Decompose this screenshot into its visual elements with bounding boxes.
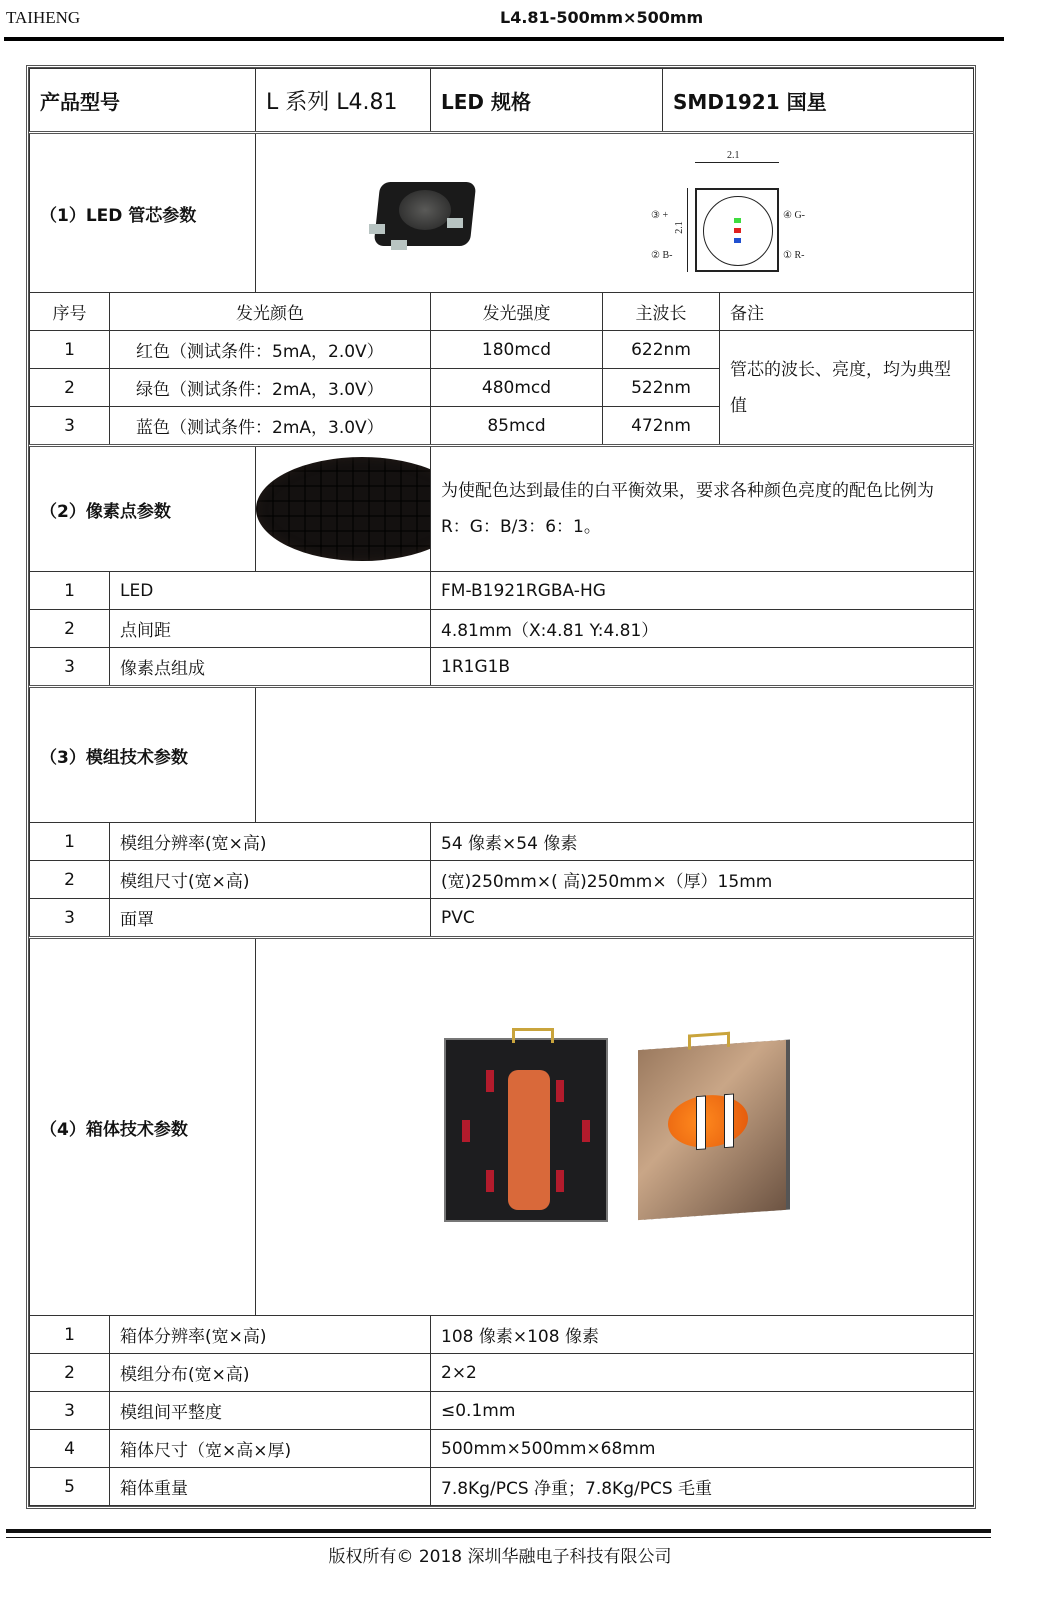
- header-divider: [4, 37, 1004, 41]
- section3-header: [30, 687, 974, 823]
- row-intensity: 180mcd: [431, 331, 603, 369]
- row-no: 3: [30, 407, 110, 446]
- table-row: [30, 1468, 974, 1506]
- col-color: 发光颜色: [110, 293, 431, 331]
- row-value: 2×2: [431, 1354, 974, 1392]
- table-row: [30, 610, 974, 648]
- row-no: 1: [30, 1316, 110, 1354]
- led-table-header: [30, 293, 974, 331]
- section3-title: （3）模组技术参数: [30, 687, 256, 823]
- section2-description: 为使配色达到最佳的白平衡效果，要求各种颜色亮度的配色比例为 R：G：B/3：6：1。: [431, 446, 974, 572]
- row-label: 箱体分辨率(宽×高): [110, 1316, 431, 1354]
- row-label: LED: [110, 572, 431, 610]
- section4-header: [30, 938, 974, 1316]
- row-label: 箱体尺寸（宽×高×厚): [110, 1430, 431, 1468]
- row-color: 蓝色（测试条件：2mA，3.0V）: [110, 407, 431, 446]
- spec-table: [29, 68, 974, 1506]
- row-value: 108 像素×108 像素: [431, 1316, 974, 1354]
- row-wavelength: 522nm: [603, 369, 720, 407]
- dimension-height: 2.1: [673, 221, 685, 234]
- brand-name: TAIHENG: [6, 8, 81, 27]
- row-value: 54 像素×54 像素: [431, 823, 974, 861]
- table-row: [30, 861, 974, 899]
- row-value: ≤0.1mm: [431, 1392, 974, 1430]
- col-no: 序号: [30, 293, 110, 331]
- col-wavelength: 主波长: [603, 293, 720, 331]
- copyright-text: 版权所有© 2018 深圳华融电子科技有限公司: [328, 1547, 672, 1567]
- cabinet-back-photo: [444, 1038, 608, 1222]
- led-spec-label: LED 规格: [431, 69, 663, 133]
- model-label: 产品型号: [30, 69, 256, 133]
- row-value: (宽)250mm×( 高)250mm×（厚）15mm: [431, 861, 974, 899]
- model-value: L 系列 L4.81: [256, 69, 431, 133]
- green-die-icon: [734, 218, 741, 223]
- table-row: [30, 331, 974, 369]
- row-value: 1R1G1B: [431, 648, 974, 687]
- row-note: 管芯的波长、亮度，均为典型值: [720, 331, 974, 446]
- row-label: 像素点组成: [110, 648, 431, 687]
- row-value: 7.8Kg/PCS 净重；7.8Kg/PCS 毛重: [431, 1468, 974, 1506]
- section1-header: [30, 133, 974, 293]
- row-value: 4.81mm（X:4.81 Y:4.81）: [431, 610, 974, 648]
- row-intensity: 480mcd: [431, 369, 603, 407]
- row-label: 模组分辨率(宽×高): [110, 823, 431, 861]
- table-row: [30, 1392, 974, 1430]
- dimension-width: 2.1: [727, 150, 740, 161]
- row-label: 点间距: [110, 610, 431, 648]
- row-no: 3: [30, 1392, 110, 1430]
- row-wavelength: 472nm: [603, 407, 720, 446]
- col-note: 备注: [720, 293, 974, 331]
- footer-divider-thin: [6, 1537, 991, 1538]
- row-no: 3: [30, 899, 110, 938]
- spec-sheet: [26, 65, 976, 1509]
- table-row: [30, 1430, 974, 1468]
- pin1-label: ① R-: [783, 250, 805, 261]
- pin4-label: ④ G-: [783, 210, 806, 221]
- row-color: 绿色（测试条件：2mA，3.0V）: [110, 369, 431, 407]
- pin3-label: ③ +: [651, 210, 669, 221]
- row-no: 2: [30, 610, 110, 648]
- footer-divider-thick: [6, 1529, 991, 1533]
- row-no: 4: [30, 1430, 110, 1468]
- led-spec-value: SMD1921 国星: [663, 69, 974, 133]
- table-row: [30, 572, 974, 610]
- pin2-label: ② B-: [651, 250, 673, 261]
- section1-title: （1）LED 管芯参数: [30, 133, 256, 293]
- row-no: 2: [30, 861, 110, 899]
- section2-header: [30, 446, 974, 572]
- row-no: 2: [30, 369, 110, 407]
- col-intensity: 发光强度: [431, 293, 603, 331]
- table-row: [30, 1354, 974, 1392]
- row-label: 箱体重量: [110, 1468, 431, 1506]
- cabinet-front-photo: [638, 1040, 786, 1220]
- row-label: 模组分布(宽×高): [110, 1354, 431, 1392]
- row-no: 1: [30, 572, 110, 610]
- row-label: 模组间平整度: [110, 1392, 431, 1430]
- row-no: 2: [30, 1354, 110, 1392]
- row-no: 1: [30, 823, 110, 861]
- table-row: [30, 1316, 974, 1354]
- row-color: 红色（测试条件：5mA，2.0V）: [110, 331, 431, 369]
- row-no: 3: [30, 648, 110, 687]
- led-chip-photo: [256, 168, 586, 258]
- document-title: L4.81-500mm×500mm: [500, 8, 704, 27]
- product-row: [30, 69, 974, 133]
- section4-title: （4）箱体技术参数: [30, 938, 256, 1316]
- blue-die-icon: [734, 238, 741, 243]
- section2-title: （2）像素点参数: [30, 446, 256, 572]
- section3-blank: [256, 687, 974, 823]
- row-label: 面罩: [110, 899, 431, 938]
- row-label: 模组尺寸(宽×高): [110, 861, 431, 899]
- row-value: 500mm×500mm×68mm: [431, 1430, 974, 1468]
- table-row: [30, 823, 974, 861]
- table-row: [30, 899, 974, 938]
- row-no: 5: [30, 1468, 110, 1506]
- row-value: PVC: [431, 899, 974, 938]
- row-intensity: 85mcd: [431, 407, 603, 446]
- row-wavelength: 622nm: [603, 331, 720, 369]
- row-no: 1: [30, 331, 110, 369]
- table-row: [30, 648, 974, 687]
- red-die-icon: [734, 228, 741, 233]
- led-pinout-diagram: [586, 148, 886, 278]
- pixel-photo: [256, 446, 431, 572]
- row-value: FM-B1921RGBA-HG: [431, 572, 974, 610]
